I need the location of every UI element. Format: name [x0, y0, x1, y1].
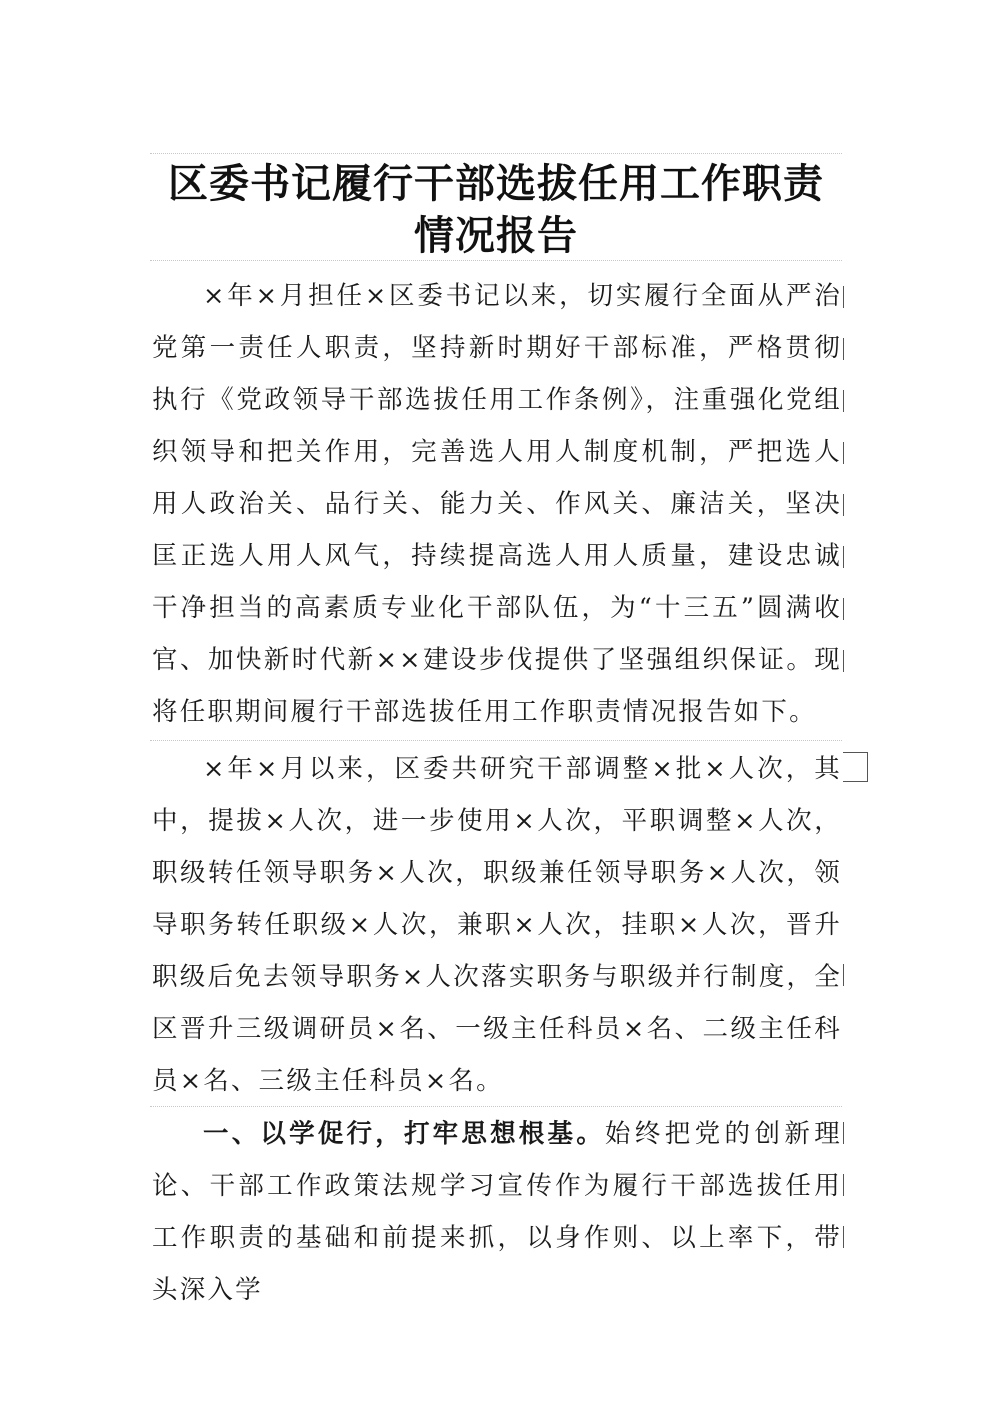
paragraph-2-text: ×年×月以来，区委共研究干部调整×批×人次，其中，提拔×人次，进一步使用×人次，平职调整×人次，职级转任领导职务×人次，职级兼任领导职务×人次，领导职务转任职级×人次，兼职×人次，挂职×人次，晋升职级后免去领导职务×人次落实职务与职级并行制度，全区晋升三级调研员×名、一级主任科员×名、二级主任科员×名、三级主任科员×名。	[152, 754, 842, 1096]
margin-tick	[843, 390, 844, 412]
margin-tick	[843, 964, 844, 986]
margin-tick	[843, 1174, 844, 1196]
margin-tick	[843, 1226, 844, 1248]
document-title: 区委书记履行干部选拔任用工作职责情况报告	[168, 161, 824, 259]
separator-line	[150, 260, 842, 261]
margin-tick	[843, 546, 844, 568]
paragraph-1	[152, 270, 842, 738]
margin-tick	[843, 286, 844, 308]
margin-tick	[843, 494, 844, 516]
paragraph-2	[152, 743, 842, 1107]
paragraph-3-heading: 一、以学促行，打牢思想根基。	[203, 1119, 605, 1149]
paragraph-3-text: 始终把党的创新理论、干部工作政策法规学习宣传作为履行干部选拔任用工作职责的基础和前提来抓，以身作则、以上率下，带头深入学	[152, 1119, 842, 1305]
margin-tick	[843, 650, 844, 672]
margin-tick	[843, 598, 844, 620]
paragraph-1-text: ×年×月担任×区委书记以来，切实履行全面从严治党第一责任人职责，坚持新时期好干部标准，严格贯彻执行《党政领导干部选拔任用工作条例》，注重强化党组织领导和把关作用，完善选人用人制度机制，严把选人用人政治关、品行关、能力关、作风关、廉洁关，坚决匡正选人用人风气，持续提高选人用人质量，建设忠诚干净担当的高素质专业化干部队伍，为“十三五”圆满收官、加快新时代新××建设步伐提供了坚强组织保证。现将任职期间履行干部选拔任用工作职责情况报告如下。	[152, 281, 842, 727]
separator-line	[150, 740, 842, 741]
separator-line	[150, 153, 842, 154]
paragraph-3	[152, 1108, 842, 1316]
margin-tick	[843, 338, 844, 360]
separator-line	[150, 1106, 842, 1107]
margin-tick	[843, 1122, 844, 1144]
margin-corner-mark	[843, 752, 868, 782]
margin-tick	[843, 442, 844, 464]
